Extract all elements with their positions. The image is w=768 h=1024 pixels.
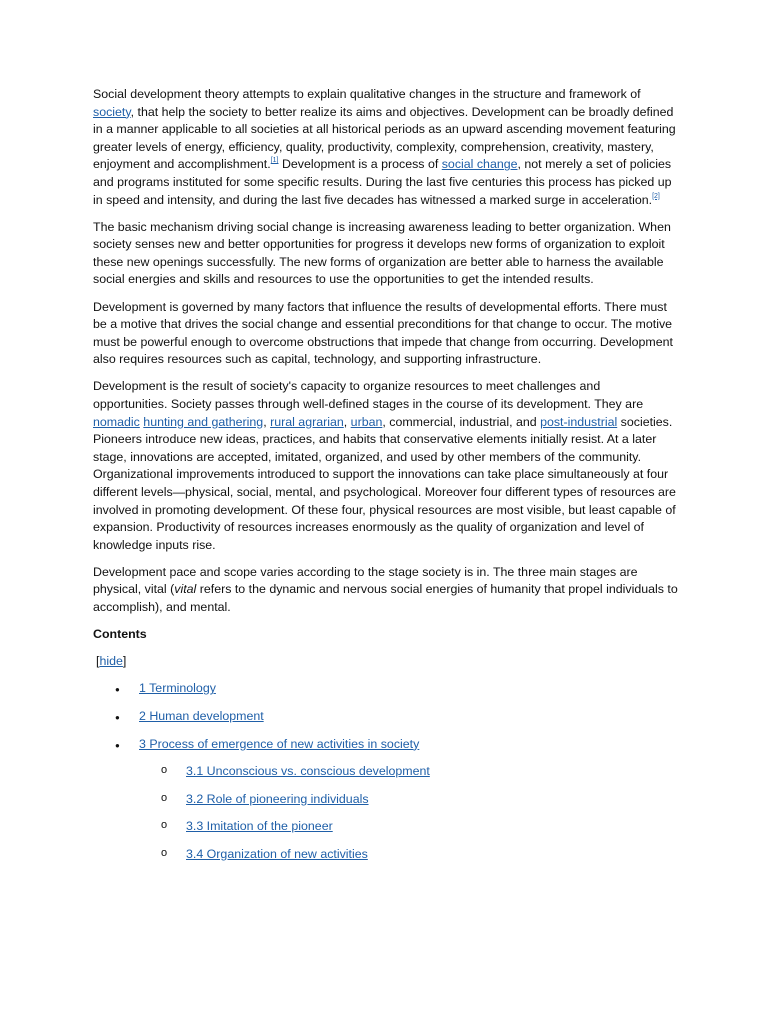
text-run: Development is governed by many factors that influence the results of developmental efforts. There must be a motive that drives the social change and essential preconditions for that change to occur. The motive must be powerful enough to overcome obstructions that impede that change from occurring. Development also requires resources such as capital, technology, and supporting infrastructure. (93, 299, 673, 367)
toc-item (93, 736, 678, 764)
toc-item (93, 680, 678, 708)
toc-link[interactable]: 3.3 Imitation of the pioneer (186, 819, 333, 834)
paragraph (93, 299, 678, 369)
paragraph (93, 564, 678, 617)
toc-toggle (96, 653, 678, 671)
text-run: , commercial, industrial, and (382, 414, 541, 429)
text-run: , that help the society to better realize its aims and objectives. Development can be broadly defined in a manner applicable to all societies at all historical periods as an upward ascending movement featuring greater levels of energy, efficiency, quality, productivity, complexity, comprehension, creativity, mastery, enjoyment and accomplishment. (93, 104, 676, 172)
paragraph (93, 86, 678, 209)
text-run: Development pace and scope varies according to the stage society is in. The three main stages are physical, vital ( (93, 564, 638, 597)
toc-link[interactable]: 2 Human development (139, 709, 264, 723)
inline-link[interactable]: hunting and gathering (143, 414, 264, 429)
toc-link[interactable]: 1 Terminology (139, 681, 216, 696)
text-run: Development is the result of society's capacity to organize resources to meet challenges and opportunities. Society passes through well-defined stages in the course of its development. They are (93, 379, 644, 411)
toc-link[interactable]: 3.2 Role of pioneering individuals (186, 791, 369, 806)
text-run: refers to the dynamic and nervous social energies of humanity that propel individuals to accomplish), and mental. (93, 582, 678, 615)
toc-item (93, 791, 678, 819)
text-run: Development is a process of (278, 157, 442, 172)
table-of-contents (93, 680, 678, 873)
toc-item (93, 708, 678, 736)
toc-toggle-close-bracket: ] (122, 654, 127, 669)
toc-link[interactable]: 3.4 Organization of new activities (186, 846, 368, 861)
document-page (93, 86, 678, 873)
toc-item (93, 818, 678, 846)
italic-text: vital (174, 582, 197, 597)
inline-link[interactable]: social change (441, 157, 518, 172)
article-body (93, 86, 678, 617)
paragraph (93, 378, 678, 554)
inline-link[interactable]: post-industrial (540, 414, 618, 429)
toc-item (93, 763, 678, 791)
citation (271, 157, 279, 164)
toc-toggle-open-bracket: [ (96, 654, 100, 669)
inline-link[interactable]: nomadic (93, 414, 140, 429)
citation (652, 193, 660, 200)
contents-heading: Contents (93, 627, 147, 642)
text-run: The basic mechanism driving social change is increasing awareness leading to better organization. When society senses new and better opportunities for progress it develops new forms of organization to exploit these new openings successfully. The new forms of organization are better able to harness the available social energies and skills and resources to use the opportunities to get the intended results. (93, 219, 671, 287)
text-run: , (263, 414, 271, 429)
text-run: , not merely a set of policies and programs instituted for some specific results. During the last five centuries this process has picked up in speed and intensity, and during the last five decades has witnessed a marked surge in acceleration. (93, 157, 672, 207)
text-run: societies. Pioneers introduce new ideas, practices, and habits that conservative elements initially resist. At a later stage, innovations are accepted, imitated, organized, and used by other members of the community. Organizational improvements introduced to support the innovations can take place simultaneously at four different levels—physical, social, mental, and psychological. Moreover four different types of resources are involved in promoting development. Of these four, physical resources are most visible, but least capable of expansion. Productivity of resources increases enormously as the quality of organization and level of knowledge inputs rise. (93, 414, 676, 552)
toc-link[interactable]: 3 Process of emergence of new activities in society (139, 736, 420, 751)
inline-link[interactable]: urban (350, 414, 383, 429)
text-run: Social development theory attempts to explain qualitative changes in the structure and framework of (93, 87, 641, 101)
text-run: , (343, 414, 351, 429)
hide-toc-link[interactable]: hide (99, 654, 123, 669)
citation-link[interactable]: [1] (270, 157, 279, 165)
toc-link[interactable]: 3.1 Unconscious vs. conscious development (186, 764, 430, 779)
toc-item (93, 846, 678, 874)
citation-link[interactable]: [2] (652, 192, 660, 200)
inline-link[interactable]: rural agrarian (270, 414, 344, 429)
paragraph (93, 219, 678, 289)
inline-link[interactable]: society (93, 104, 131, 119)
